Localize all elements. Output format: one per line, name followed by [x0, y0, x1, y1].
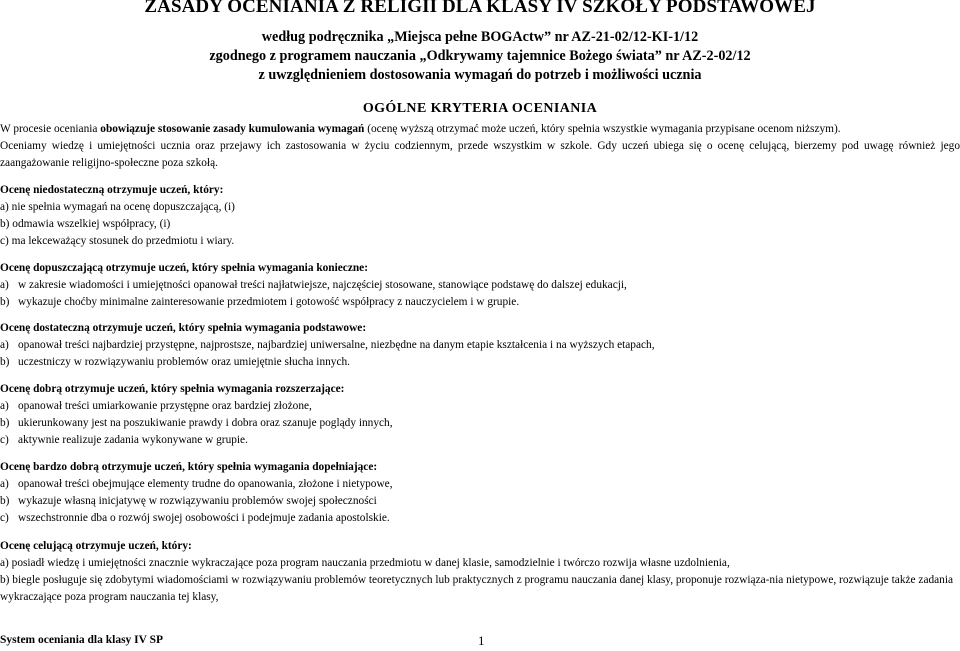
- list-item: [0, 510, 960, 527]
- grade-excellent-section: [0, 538, 960, 606]
- list-item-label: a): [0, 279, 9, 291]
- list-item: [0, 354, 960, 371]
- list-item-text: wszechstronnie dba o rozwój swojej osobowości i podejmuje zadania apostolskie.: [18, 512, 390, 524]
- paragraph-text: (ocenę wyższą otrzymać może uczeń, który spełnia wszystkie wymagania przypisane ocenom niższym).: [364, 123, 841, 135]
- grade-good-section: [0, 381, 960, 449]
- subtitle-adaptation: z uwzględnieniem dostosowania wymagań do potrzeb i możliwości ucznia: [258, 67, 702, 83]
- list-item: [0, 476, 960, 493]
- page-number: 1: [478, 633, 485, 648]
- list-item-label: b): [0, 495, 10, 507]
- list-item-label: c): [0, 512, 9, 524]
- list-item-label: c): [0, 434, 9, 446]
- paragraph-text: W procesie oceniania: [0, 123, 101, 135]
- list-item-label: a): [0, 339, 9, 351]
- list-item-label: b): [0, 356, 10, 368]
- list-item: [0, 294, 960, 311]
- list-item-label: a): [0, 478, 9, 490]
- list-item: [0, 337, 960, 354]
- list-item-label: b): [0, 417, 10, 429]
- list-item-text: wykazuje choćby minimalne zainteresowanie przedmiotem i gotowość współpracy z nauczycielem i w grupie.: [18, 296, 520, 308]
- list-item-text: aktywnie realizuje zadania wykonywane w grupie.: [18, 434, 248, 446]
- grade-very-good-heading: Ocenę bardzo dobrą otrzymuje uczeń, który spełnia wymagania dopełniające:: [0, 461, 378, 473]
- list-item: [0, 277, 960, 294]
- general-criteria-text: [0, 121, 960, 172]
- list-item: a) nie spełnia wymagań na ocenę dopuszczającą, (i): [0, 201, 235, 213]
- subtitle-program: zgodnego z programem nauczania „Odkrywamy tajemnice Bożego świata” nr AZ-2-02/12: [209, 48, 751, 64]
- list-item-text: opanował treści najbardziej przystępne, najprostsze, najbardziej uniwersalne, niezbędne na danym etapie kształcenia i na wyższych etapach,: [18, 339, 655, 351]
- list-item-text: opanował treści umiarkowanie przystępne oraz bardziej złożone,: [18, 400, 312, 412]
- grade-sufficient-section: [0, 260, 960, 311]
- cumulation-rule-emphasis: obowiązuje stosowanie zasady kumulowania wymagań: [100, 123, 365, 135]
- grade-satisfactory-section: [0, 320, 960, 371]
- list-item-label: a): [0, 400, 9, 412]
- list-item: a) posiadł wiedzę i umiejętności znacznie wykraczające poza program nauczania przedmiotu w danej klasie, samodzielnie i twórczo rozwija własne uzdolnienia,: [0, 557, 730, 569]
- list-item-label: b): [0, 296, 10, 308]
- list-item-text: ukierunkowany jest na poszukiwanie prawdy i dobra oraz szanuje poglądy innych,: [18, 417, 393, 429]
- grade-satisfactory-heading: Ocenę dostateczną otrzymuje uczeń, który spełnia wymagania podstawowe:: [0, 322, 367, 334]
- list-item: b) biegle posługuje się zdobytymi wiadomościami w rozwiązywaniu problemów teoretycznych lub praktycznych z programu nauczania danej klasy, proponuje rozwiąza-nia nietypowe, rozwiązuje także zadania wykraczające poza program nauczania tej klasy,: [0, 574, 954, 603]
- list-item: [0, 493, 960, 510]
- list-item-text: w zakresie wiadomości i umiejętności opanował treści najłatwiejsze, najczęściej stosowane, stanowiące podstawę do dalszej edukacji,: [18, 279, 627, 291]
- list-item-text: opanował treści obejmujące elementy trudne do opanowania, złożone i nietypowe,: [18, 478, 393, 490]
- footer-label: System oceniania dla klasy IV SP: [0, 634, 164, 646]
- grade-excellent-heading: Ocenę celującą otrzymuje uczeń, który:: [0, 540, 192, 552]
- assessment-paragraph: Oceniamy wiedzę i umiejętności ucznia oraz przejawy ich zastosowania w życiu codziennym, przede wszystkim w szkole. Gdy uczeń ubiega się o ocenę celującą, bierzemy pod uwagę również jego zaangażowanie religijno-społeczne poza szkołą.: [0, 140, 960, 169]
- cumulation-rule-paragraph: [0, 121, 960, 138]
- list-item-text: wykazuje własną inicjatywę w rozwiązywaniu problemów swojej społeczności: [18, 495, 377, 507]
- list-item: b) odmawia wszelkiej współpracy, (i): [0, 218, 171, 230]
- list-item: [0, 398, 960, 415]
- document-title: ZASADY OCENIANIA Z RELIGII DLA KLASY IV SZKOŁY PODSTAWOWEJ: [144, 0, 816, 17]
- general-criteria-heading: OGÓLNE KRYTERIA OCENIANIA: [362, 101, 598, 116]
- list-item-text: uczestniczy w rozwiązywaniu problemów oraz umiejętnie słucha innych.: [18, 356, 350, 368]
- list-item: [0, 415, 960, 432]
- grade-very-good-section: [0, 459, 960, 527]
- subtitle-textbook: według podręcznika „Miejsca pełne BOGActw” nr AZ-21-02/12-KI-1/12: [261, 29, 699, 45]
- grade-insufficient-heading: Ocenę niedostateczną otrzymuje uczeń, który:: [0, 184, 224, 196]
- list-item: c) ma lekceważący stosunek do przedmiotu i wiary.: [0, 235, 235, 247]
- list-item: [0, 432, 960, 449]
- grade-insufficient-section: [0, 182, 960, 250]
- grade-good-heading: Ocenę dobrą otrzymuje uczeń, który spełnia wymagania rozszerzające:: [0, 383, 345, 395]
- grade-sufficient-heading: Ocenę dopuszczającą otrzymuje uczeń, który spełnia wymagania konieczne:: [0, 262, 368, 274]
